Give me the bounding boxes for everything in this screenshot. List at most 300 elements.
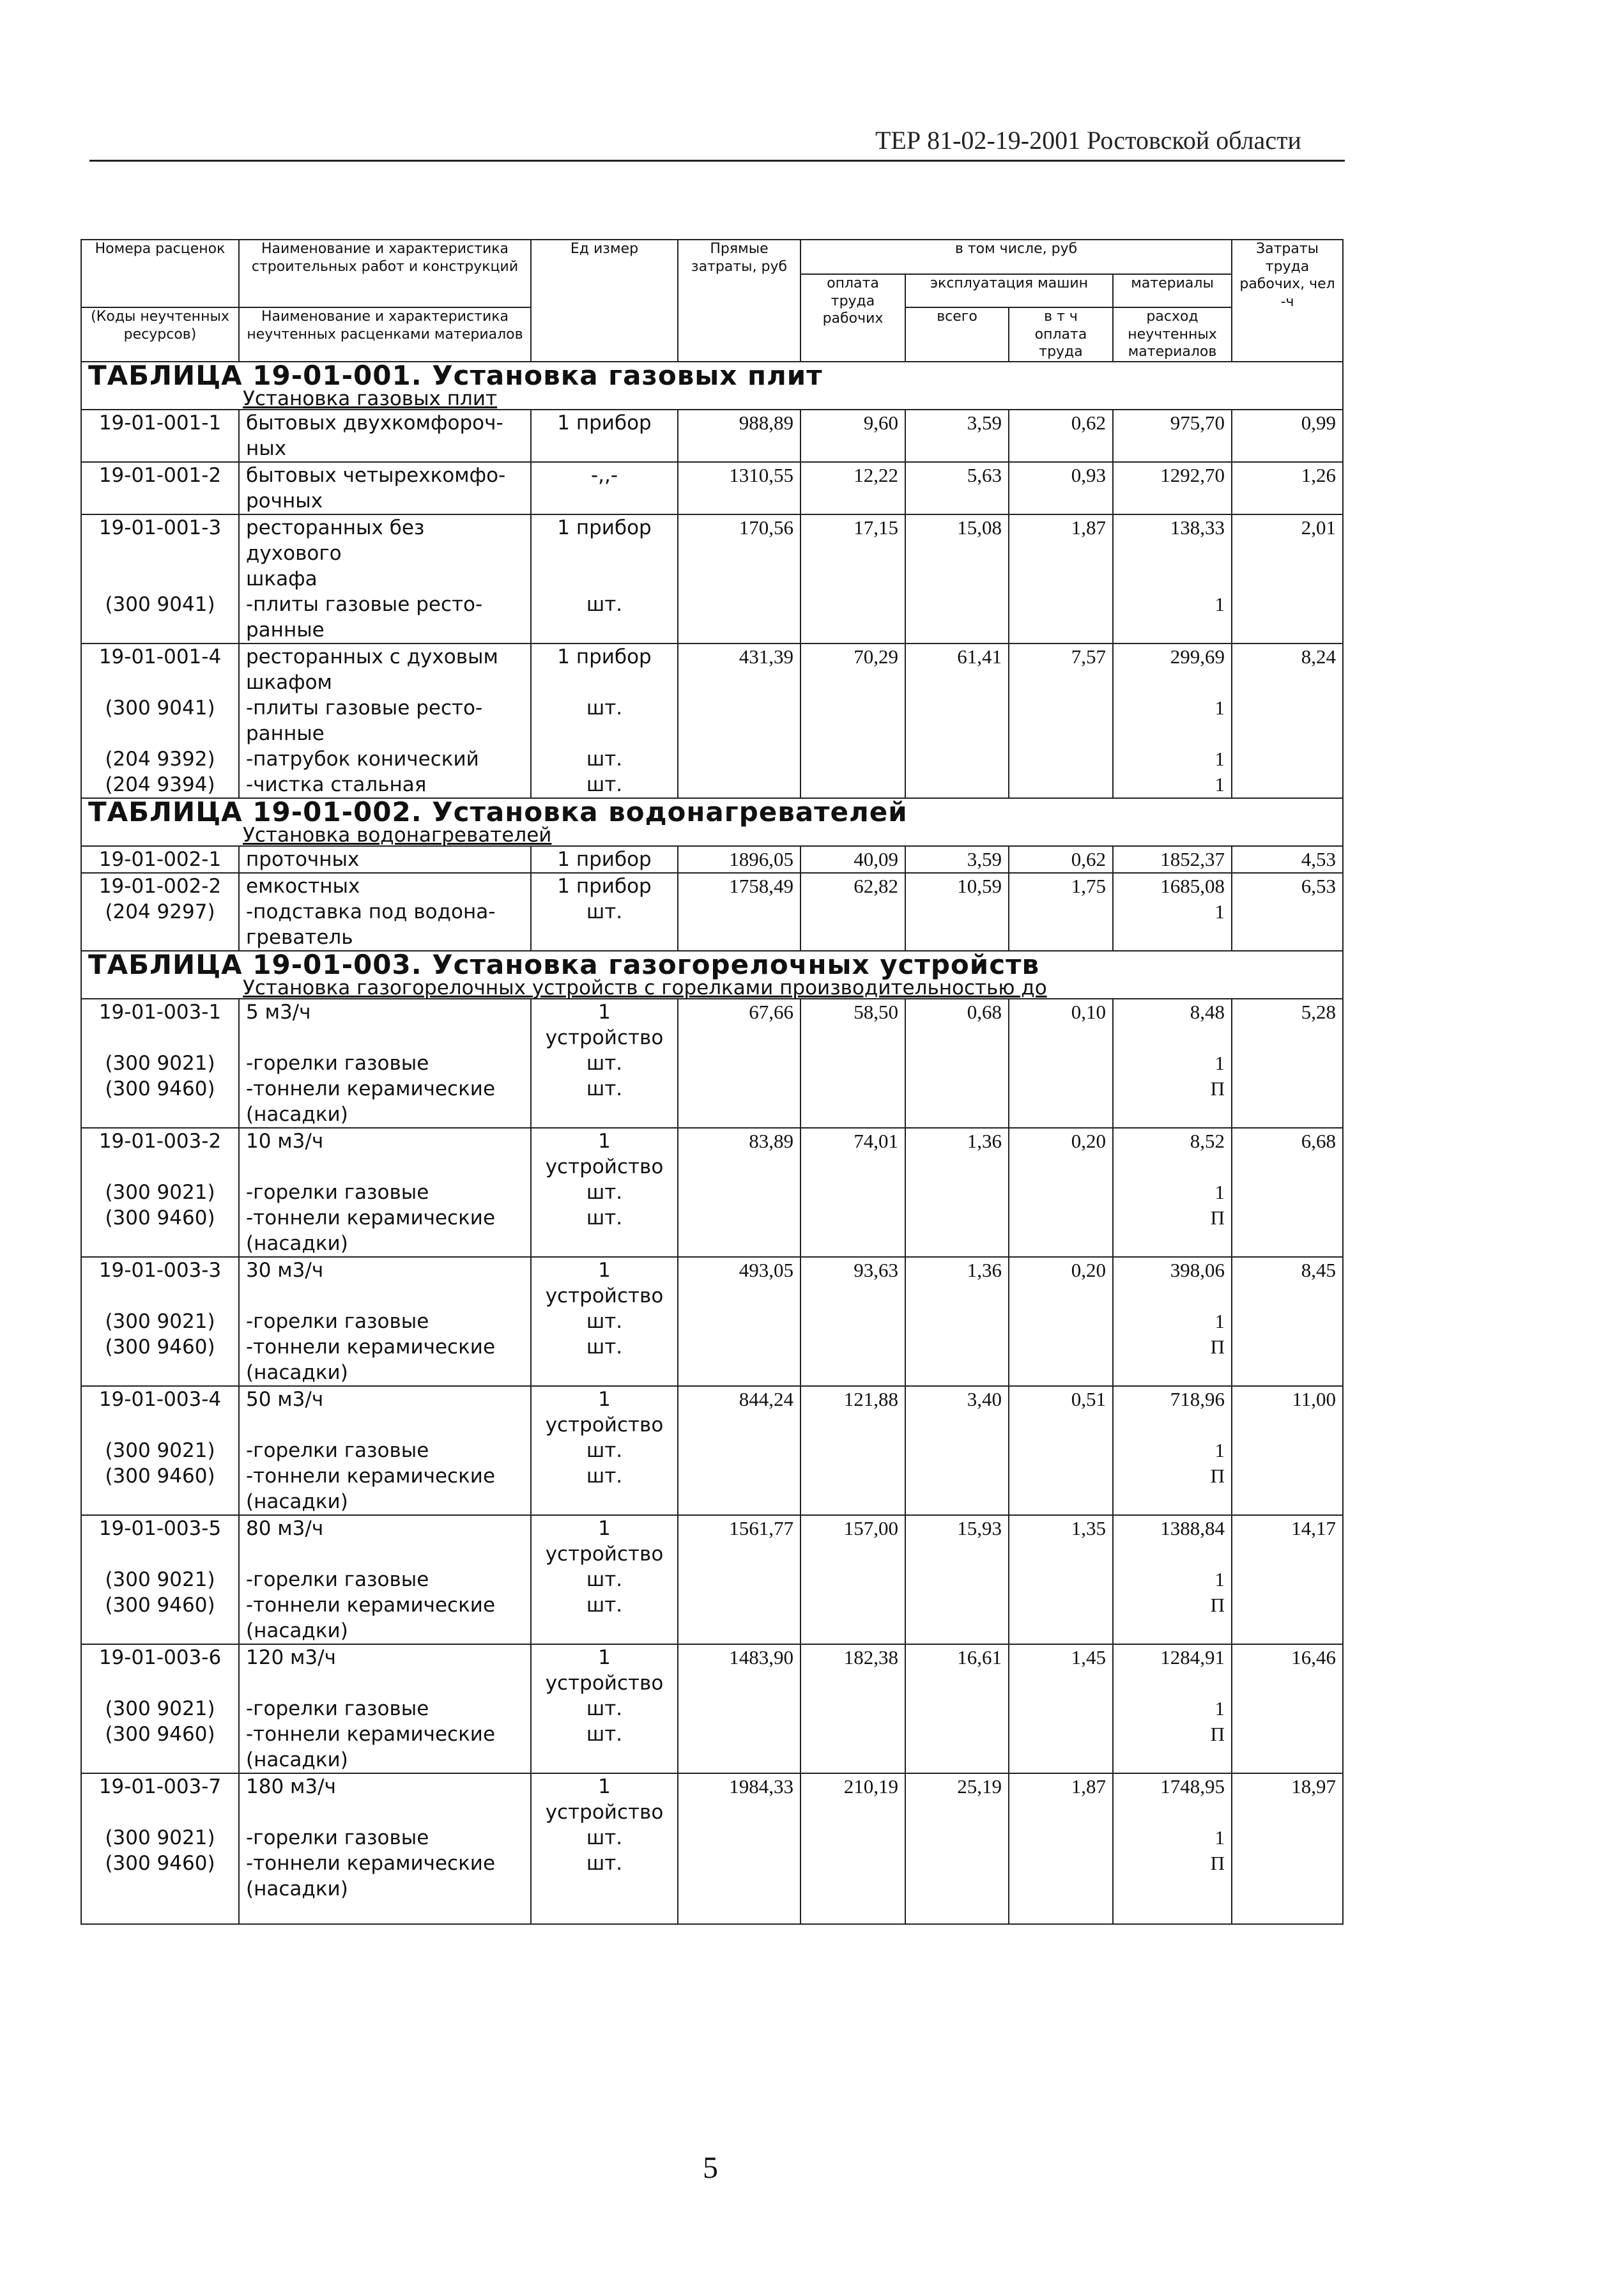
cell-mach-labor: 0,20 [1009, 1257, 1113, 1309]
cell-hours [1232, 1851, 1343, 1902]
cell-mat: 975,70 [1113, 410, 1232, 462]
cell-mat: 1852,37 [1113, 846, 1232, 873]
cell-hours: 8,45 [1232, 1257, 1343, 1309]
cell-hours [1232, 1076, 1343, 1128]
table-row [81, 1515, 1343, 1567]
header-name: Наименование и характеристика строительных работ и конструкций [239, 240, 531, 307]
cell-mach-labor [1009, 1696, 1113, 1722]
cell-unit: шт. [531, 1205, 678, 1257]
cell-mat: 1 [1113, 1825, 1232, 1851]
cell-name: -тоннели керамические (насадки) [239, 1851, 531, 1902]
cell-mat: 1 [1113, 592, 1232, 643]
cell-mat: П [1113, 1851, 1232, 1902]
cell-code: (300 9460) [81, 1592, 239, 1644]
section-subtitle-cell [239, 978, 1343, 999]
cell-unit: шт. [531, 1309, 678, 1334]
cell-unit: 1 прибор [531, 514, 678, 592]
cell-mach [905, 1696, 1009, 1722]
cell-code: (204 9297) [81, 899, 239, 951]
cell-mach [905, 592, 1009, 643]
cell-hours: 1,26 [1232, 462, 1343, 514]
cell-name: 5 м3/ч [239, 999, 531, 1051]
cell-mach: 10,59 [905, 873, 1009, 899]
document-header: ТЕР 81-02-19-2001 Ростовской области [875, 126, 1301, 155]
cell-mach-labor: 1,45 [1009, 1644, 1113, 1696]
cell-mach-labor [1009, 592, 1113, 643]
header-labor-pay: оплата труда рабочих [801, 274, 905, 362]
cell-labor: 9,60 [801, 410, 905, 462]
cell-mat: 718,96 [1113, 1386, 1232, 1438]
cell-mach [905, 695, 1009, 746]
header-codes: Номера расценок [81, 240, 239, 307]
table-row [81, 1128, 1343, 1180]
cell-mach: 5,63 [905, 462, 1009, 514]
cell-mat: 138,33 [1113, 514, 1232, 592]
cell-direct: 83,89 [678, 1128, 801, 1180]
cell-hours: 14,17 [1232, 1515, 1343, 1567]
header-row-1 [81, 240, 1343, 274]
table-row [81, 695, 1343, 746]
cell-mach-labor [1009, 899, 1113, 951]
header-codes-sub: (Коды неучтенных ресурсов) [81, 307, 239, 362]
cell-mach-labor [1009, 1592, 1113, 1644]
cell-unit: 1 устройство [531, 999, 678, 1051]
cell-name: 10 м3/ч [239, 1128, 531, 1180]
section-title: ТАБЛИЦА 19-01-002. Установка водонагревателей [81, 798, 1343, 826]
cell-name: -горелки газовые [239, 1051, 531, 1076]
cell-mach [905, 1205, 1009, 1257]
bottom-spacer-cell [1232, 1902, 1343, 1924]
table-row [81, 1851, 1343, 1902]
table-row [81, 1644, 1343, 1696]
table-row [81, 873, 1343, 899]
cell-name: ресторанных с духовым шкафом [239, 643, 531, 695]
cell-code: (300 9460) [81, 1205, 239, 1257]
header-name-sub: Наименование и характеристика неучтенных расценками материалов [239, 307, 531, 362]
cell-direct [678, 746, 801, 772]
cell-mat: П [1113, 1463, 1232, 1515]
cell-name: 120 м3/ч [239, 1644, 531, 1696]
cell-mach-labor: 0,20 [1009, 1128, 1113, 1180]
cell-hours: 16,46 [1232, 1644, 1343, 1696]
cell-code: (300 9041) [81, 592, 239, 643]
cell-unit: шт. [531, 899, 678, 951]
cell-labor [801, 1205, 905, 1257]
cell-direct: 988,89 [678, 410, 801, 462]
cell-mat: 1 [1113, 1180, 1232, 1205]
cell-name: -тоннели керамические (насадки) [239, 1722, 531, 1773]
cell-code: 19-01-001-2 [81, 462, 239, 514]
cell-direct [678, 1696, 801, 1722]
cell-unit: 1 прибор [531, 873, 678, 899]
cell-direct: 1310,55 [678, 462, 801, 514]
cell-code: (300 9041) [81, 695, 239, 746]
cell-labor: 121,88 [801, 1386, 905, 1438]
cell-code: (204 9392) [81, 746, 239, 772]
subtitle-spacer [81, 826, 239, 846]
cell-code: 19-01-001-4 [81, 643, 239, 695]
cell-code: 19-01-001-1 [81, 410, 239, 462]
cell-hours [1232, 1722, 1343, 1773]
cell-name: 30 м3/ч [239, 1257, 531, 1309]
cell-hours: 8,24 [1232, 643, 1343, 695]
header-machines-total: всего [905, 307, 1009, 362]
cell-labor: 210,19 [801, 1773, 905, 1825]
cell-labor: 70,29 [801, 643, 905, 695]
cell-hours [1232, 1592, 1343, 1644]
cell-labor [801, 1309, 905, 1334]
cell-mach-labor [1009, 772, 1113, 798]
table-row [81, 899, 1343, 951]
cell-mach: 3,40 [905, 1386, 1009, 1438]
header-incl: в том числе, руб [801, 240, 1232, 274]
cell-labor [801, 1463, 905, 1515]
cell-mach-labor [1009, 1567, 1113, 1592]
cell-hours [1232, 1696, 1343, 1722]
cell-mach-labor: 0,62 [1009, 410, 1113, 462]
cell-unit: шт. [531, 1722, 678, 1773]
section-title-row [81, 798, 1343, 826]
cell-name: 180 м3/ч [239, 1773, 531, 1825]
cell-code: (300 9460) [81, 1722, 239, 1773]
cell-unit: 1 устройство [531, 1515, 678, 1567]
bottom-spacer-cell [1009, 1902, 1113, 1924]
cell-labor [801, 1334, 905, 1386]
cell-hours [1232, 1180, 1343, 1205]
cell-code: 19-01-002-1 [81, 846, 239, 873]
cell-labor [801, 1722, 905, 1773]
cell-labor [801, 695, 905, 746]
cell-direct: 1896,05 [678, 846, 801, 873]
cell-mach [905, 1180, 1009, 1205]
cell-mach [905, 899, 1009, 951]
cell-unit: шт. [531, 746, 678, 772]
cell-hours [1232, 1567, 1343, 1592]
cell-code: 19-01-003-1 [81, 999, 239, 1051]
table-row [81, 1463, 1343, 1515]
cell-unit: 1 устройство [531, 1644, 678, 1696]
cell-code: (300 9021) [81, 1825, 239, 1851]
cell-mach-labor [1009, 1051, 1113, 1076]
section-title: ТАБЛИЦА 19-01-001. Установка газовых плит [81, 362, 1343, 389]
cell-labor [801, 772, 905, 798]
cell-code: (300 9021) [81, 1438, 239, 1463]
bottom-spacer-cell [1113, 1902, 1232, 1924]
cell-mach-labor: 0,10 [1009, 999, 1113, 1051]
bottom-spacer-cell [239, 1902, 531, 1924]
table-row [81, 1696, 1343, 1722]
cell-direct [678, 1592, 801, 1644]
table-row [81, 1592, 1343, 1644]
cell-mat: П [1113, 1334, 1232, 1386]
cell-hours: 6,53 [1232, 873, 1343, 899]
cell-mach [905, 746, 1009, 772]
cell-mat: 398,06 [1113, 1257, 1232, 1309]
cell-unit: -,,- [531, 462, 678, 514]
cell-unit: 1 прибор [531, 410, 678, 462]
header-labor-cost: Затраты труда рабочих, чел -ч [1232, 240, 1343, 362]
cell-name: -горелки газовые [239, 1696, 531, 1722]
cell-mat: 8,48 [1113, 999, 1232, 1051]
cell-direct: 1561,77 [678, 1515, 801, 1567]
table-row [81, 462, 1343, 514]
cell-unit: шт. [531, 1567, 678, 1592]
cell-hours: 11,00 [1232, 1386, 1343, 1438]
cell-mach [905, 1592, 1009, 1644]
table-row [81, 1722, 1343, 1773]
cell-mach-labor [1009, 1076, 1113, 1128]
section-title-row [81, 362, 1343, 389]
cell-mach-labor: 0,51 [1009, 1386, 1113, 1438]
cell-unit: шт. [531, 695, 678, 746]
cell-direct: 844,24 [678, 1386, 801, 1438]
table-row [81, 1309, 1343, 1334]
cell-mach: 16,61 [905, 1644, 1009, 1696]
cell-hours [1232, 746, 1343, 772]
table-row [81, 999, 1343, 1051]
cell-direct [678, 1309, 801, 1334]
cell-direct [678, 1076, 801, 1128]
cell-code: 19-01-003-2 [81, 1128, 239, 1180]
section-subtitle-row [81, 389, 1343, 410]
cell-direct [678, 899, 801, 951]
cell-direct: 170,56 [678, 514, 801, 592]
cell-name: 50 м3/ч [239, 1386, 531, 1438]
table-row [81, 1257, 1343, 1309]
cell-code: 19-01-003-4 [81, 1386, 239, 1438]
cell-mat: 1 [1113, 1051, 1232, 1076]
section-title: ТАБЛИЦА 19-01-003. Установка газогорелочных устройств [81, 951, 1343, 978]
cell-direct: 67,66 [678, 999, 801, 1051]
cell-unit: шт. [531, 592, 678, 643]
cell-mat: 1 [1113, 772, 1232, 798]
cell-unit: шт. [531, 1696, 678, 1722]
cell-code: 19-01-001-3 [81, 514, 239, 592]
bottom-spacer-cell [678, 1902, 801, 1924]
bottom-spacer-cell [81, 1902, 239, 1924]
cell-hours [1232, 1051, 1343, 1076]
cell-mach-labor: 7,57 [1009, 643, 1113, 695]
cell-mach [905, 1722, 1009, 1773]
cell-mat: 1 [1113, 899, 1232, 951]
section-title-row [81, 951, 1343, 978]
cell-mach [905, 1463, 1009, 1515]
header-materials-unacc: расход неучтенных материалов [1113, 307, 1232, 362]
cell-hours [1232, 1205, 1343, 1257]
cell-mach-labor: 1,35 [1009, 1515, 1113, 1567]
cell-mach [905, 1567, 1009, 1592]
cell-hours [1232, 695, 1343, 746]
header-materials: материалы [1113, 274, 1232, 307]
cell-direct [678, 1463, 801, 1515]
table-row [81, 643, 1343, 695]
cell-labor: 40,09 [801, 846, 905, 873]
cell-code: (300 9021) [81, 1567, 239, 1592]
cell-mach-labor [1009, 746, 1113, 772]
cell-mach [905, 1851, 1009, 1902]
rates-table [80, 239, 1344, 1925]
cell-code: (300 9021) [81, 1180, 239, 1205]
cell-labor: 93,63 [801, 1257, 905, 1309]
cell-hours: 0,99 [1232, 410, 1343, 462]
cell-mach-labor: 1,87 [1009, 514, 1113, 592]
header-unit: Ед измер [531, 240, 678, 362]
cell-labor: 62,82 [801, 873, 905, 899]
table-row [81, 1825, 1343, 1851]
subtitle-spacer [81, 978, 239, 999]
table-bottom-row [81, 1902, 1343, 1924]
table-row [81, 1334, 1343, 1386]
cell-hours: 5,28 [1232, 999, 1343, 1051]
cell-mat: П [1113, 1722, 1232, 1773]
section-subtitle-cell [239, 823, 1343, 847]
cell-mat: П [1113, 1205, 1232, 1257]
cell-name: бытовых двухкомфороч- ных [239, 410, 531, 462]
cell-hours [1232, 1438, 1343, 1463]
cell-labor [801, 1592, 905, 1644]
cell-name: -тоннели керамические (насадки) [239, 1334, 531, 1386]
cell-mat: 1 [1113, 1309, 1232, 1334]
bottom-spacer-cell [801, 1902, 905, 1924]
cell-unit: шт. [531, 1851, 678, 1902]
cell-unit: шт. [531, 1334, 678, 1386]
cell-mach-labor: 1,75 [1009, 873, 1113, 899]
cell-unit: шт. [531, 1463, 678, 1515]
bottom-spacer-cell [905, 1902, 1009, 1924]
cell-direct [678, 695, 801, 746]
cell-name: -горелки газовые [239, 1825, 531, 1851]
cell-labor [801, 1825, 905, 1851]
cell-direct [678, 1334, 801, 1386]
cell-direct: 431,39 [678, 643, 801, 695]
cell-labor [801, 1696, 905, 1722]
table-row [81, 846, 1343, 873]
cell-name: ресторанных без духового шкафа [239, 514, 531, 592]
cell-mach: 25,19 [905, 1773, 1009, 1825]
cell-hours [1232, 899, 1343, 951]
cell-mach-labor [1009, 1463, 1113, 1515]
cell-mach [905, 1051, 1009, 1076]
cell-direct [678, 1205, 801, 1257]
cell-mat: П [1113, 1076, 1232, 1128]
cell-code: 19-01-003-6 [81, 1644, 239, 1696]
cell-name: -плиты газовые ресто- ранные [239, 592, 531, 643]
page-number: 5 [703, 2151, 718, 2185]
table-row [81, 1773, 1343, 1825]
cell-direct [678, 1567, 801, 1592]
cell-labor [801, 1438, 905, 1463]
cell-direct: 1984,33 [678, 1773, 801, 1825]
cell-code: (300 9021) [81, 1696, 239, 1722]
cell-mat: 1 [1113, 1696, 1232, 1722]
cell-code: (300 9460) [81, 1334, 239, 1386]
cell-labor [801, 1851, 905, 1902]
header-machines: эксплуатация машин [905, 274, 1113, 307]
cell-direct [678, 1180, 801, 1205]
cell-name: -плиты газовые ресто- ранные [239, 695, 531, 746]
cell-labor: 182,38 [801, 1644, 905, 1696]
cell-labor: 12,22 [801, 462, 905, 514]
section-subtitle: Установка водонагревателей [243, 823, 552, 847]
cell-name: -горелки газовые [239, 1438, 531, 1463]
cell-hours [1232, 1463, 1343, 1515]
header-rule [89, 160, 1345, 162]
header-machines-labor: в т ч оплата труда [1009, 307, 1113, 362]
cell-unit: шт. [531, 1592, 678, 1644]
cell-direct [678, 1851, 801, 1902]
cell-code: (300 9460) [81, 1463, 239, 1515]
cell-name: -горелки газовые [239, 1567, 531, 1592]
cell-hours: 4,53 [1232, 846, 1343, 873]
cell-direct: 1758,49 [678, 873, 801, 899]
cell-labor [801, 1076, 905, 1128]
cell-hours [1232, 592, 1343, 643]
cell-direct: 493,05 [678, 1257, 801, 1309]
cell-code: 19-01-003-5 [81, 1515, 239, 1567]
section-subtitle-row [81, 978, 1343, 999]
cell-mach-labor [1009, 1851, 1113, 1902]
cell-code: (300 9021) [81, 1309, 239, 1334]
cell-mach-labor [1009, 1438, 1113, 1463]
cell-code: 19-01-003-7 [81, 1773, 239, 1825]
cell-mach: 0,68 [905, 999, 1009, 1051]
cell-code: 19-01-002-2 [81, 873, 239, 899]
table-row [81, 1205, 1343, 1257]
cell-labor: 17,15 [801, 514, 905, 592]
table-row [81, 1051, 1343, 1076]
cell-code: (204 9394) [81, 772, 239, 798]
cell-hours [1232, 1309, 1343, 1334]
cell-hours [1232, 1825, 1343, 1851]
cell-mach [905, 1334, 1009, 1386]
cell-mach-labor [1009, 1309, 1113, 1334]
cell-hours: 18,97 [1232, 1773, 1343, 1825]
cell-direct: 1483,90 [678, 1644, 801, 1696]
cell-mat: 1 [1113, 1438, 1232, 1463]
section-subtitle: Установка газовых плит [243, 387, 498, 410]
cell-name: -тоннели керамические (насадки) [239, 1592, 531, 1644]
table-row [81, 1076, 1343, 1128]
cell-direct [678, 1825, 801, 1851]
cell-mach [905, 1825, 1009, 1851]
cell-unit: шт. [531, 1438, 678, 1463]
cell-hours [1232, 1334, 1343, 1386]
cell-mach [905, 1309, 1009, 1334]
cell-mach: 3,59 [905, 410, 1009, 462]
cell-name: -чистка стальная [239, 772, 531, 798]
cell-unit: 1 прибор [531, 643, 678, 695]
cell-direct [678, 592, 801, 643]
table-body [81, 240, 1343, 1924]
cell-mach-labor [1009, 1722, 1113, 1773]
cell-labor [801, 592, 905, 643]
cell-code: (300 9021) [81, 1051, 239, 1076]
cell-labor: 58,50 [801, 999, 905, 1051]
cell-mach: 3,59 [905, 846, 1009, 873]
cell-mach-labor: 0,62 [1009, 846, 1113, 873]
cell-name: -тоннели керамические (насадки) [239, 1205, 531, 1257]
cell-hours [1232, 772, 1343, 798]
cell-labor: 157,00 [801, 1515, 905, 1567]
cell-mach-labor: 0,93 [1009, 462, 1113, 514]
subtitle-spacer [81, 389, 239, 410]
cell-name: -тоннели керамические (насадки) [239, 1076, 531, 1128]
cell-mach-labor [1009, 1825, 1113, 1851]
cell-code: (300 9460) [81, 1076, 239, 1128]
cell-mach [905, 772, 1009, 798]
section-subtitle-row [81, 826, 1343, 846]
cell-labor [801, 746, 905, 772]
